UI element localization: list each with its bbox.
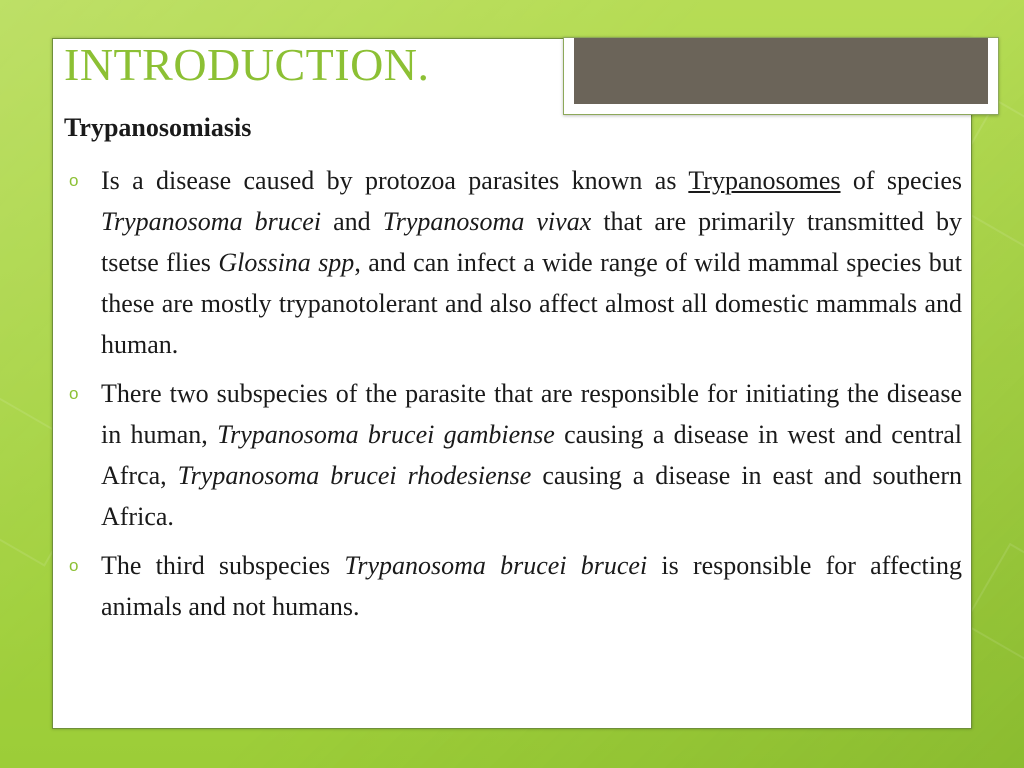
bullet-1-term-trypanosomes: Trypanosomes xyxy=(688,166,841,195)
bullet-item-1 xyxy=(64,160,962,365)
bullet-item-2 xyxy=(64,373,962,537)
bullet-marker-icon: o xyxy=(69,384,79,403)
bullet-2-species-name: Trypanosoma brucei rhodesiense xyxy=(177,461,532,490)
bullet-3-text: is responsible for affecting animals and not humans. xyxy=(101,551,963,621)
slide-title: INTRODUCTION. xyxy=(64,39,430,90)
bullet-list xyxy=(64,160,962,635)
bullet-2-text: There two subspecies of the parasite that are responsible for initiating the disease in human, xyxy=(101,379,962,449)
bullet-2-species-name: Trypanosoma brucei gambiense xyxy=(217,420,555,449)
bullet-1-text: of species xyxy=(840,166,962,195)
bullet-3-text: The third subspecies xyxy=(101,551,345,580)
bullet-2-text: causing a disease in west and central Afrca, xyxy=(101,420,962,490)
bullet-1-species-name: Trypanosoma vivax xyxy=(382,207,592,236)
bullet-3-species-name: Trypanosoma brucei brucei xyxy=(344,551,648,580)
bullet-1-species-name: Glossina spp xyxy=(218,248,355,277)
header-decoration-tab xyxy=(563,37,999,115)
bullet-item-3 xyxy=(64,545,962,627)
header-decoration-fill xyxy=(574,38,988,104)
bullet-1-text: Is a disease caused by protozoa parasites known as xyxy=(101,166,689,195)
bullet-1-text: , and can infect a wide range of wild mammal species but these are mostly trypanotolerant and also affect almost all domestic mammals and human. xyxy=(101,248,962,359)
bullet-1-species-name: Trypanosoma brucei xyxy=(101,207,322,236)
bullet-marker-icon: o xyxy=(69,556,79,575)
bullet-1-text: that are primarily transmitted by tsetse flies xyxy=(101,207,963,277)
bullet-1-text: and xyxy=(321,207,383,236)
bullet-2-text: causing a disease in east and southern Africa. xyxy=(101,461,962,531)
slide-subtitle: Trypanosomiasis xyxy=(64,113,252,142)
bullet-marker-icon: o xyxy=(69,171,79,190)
